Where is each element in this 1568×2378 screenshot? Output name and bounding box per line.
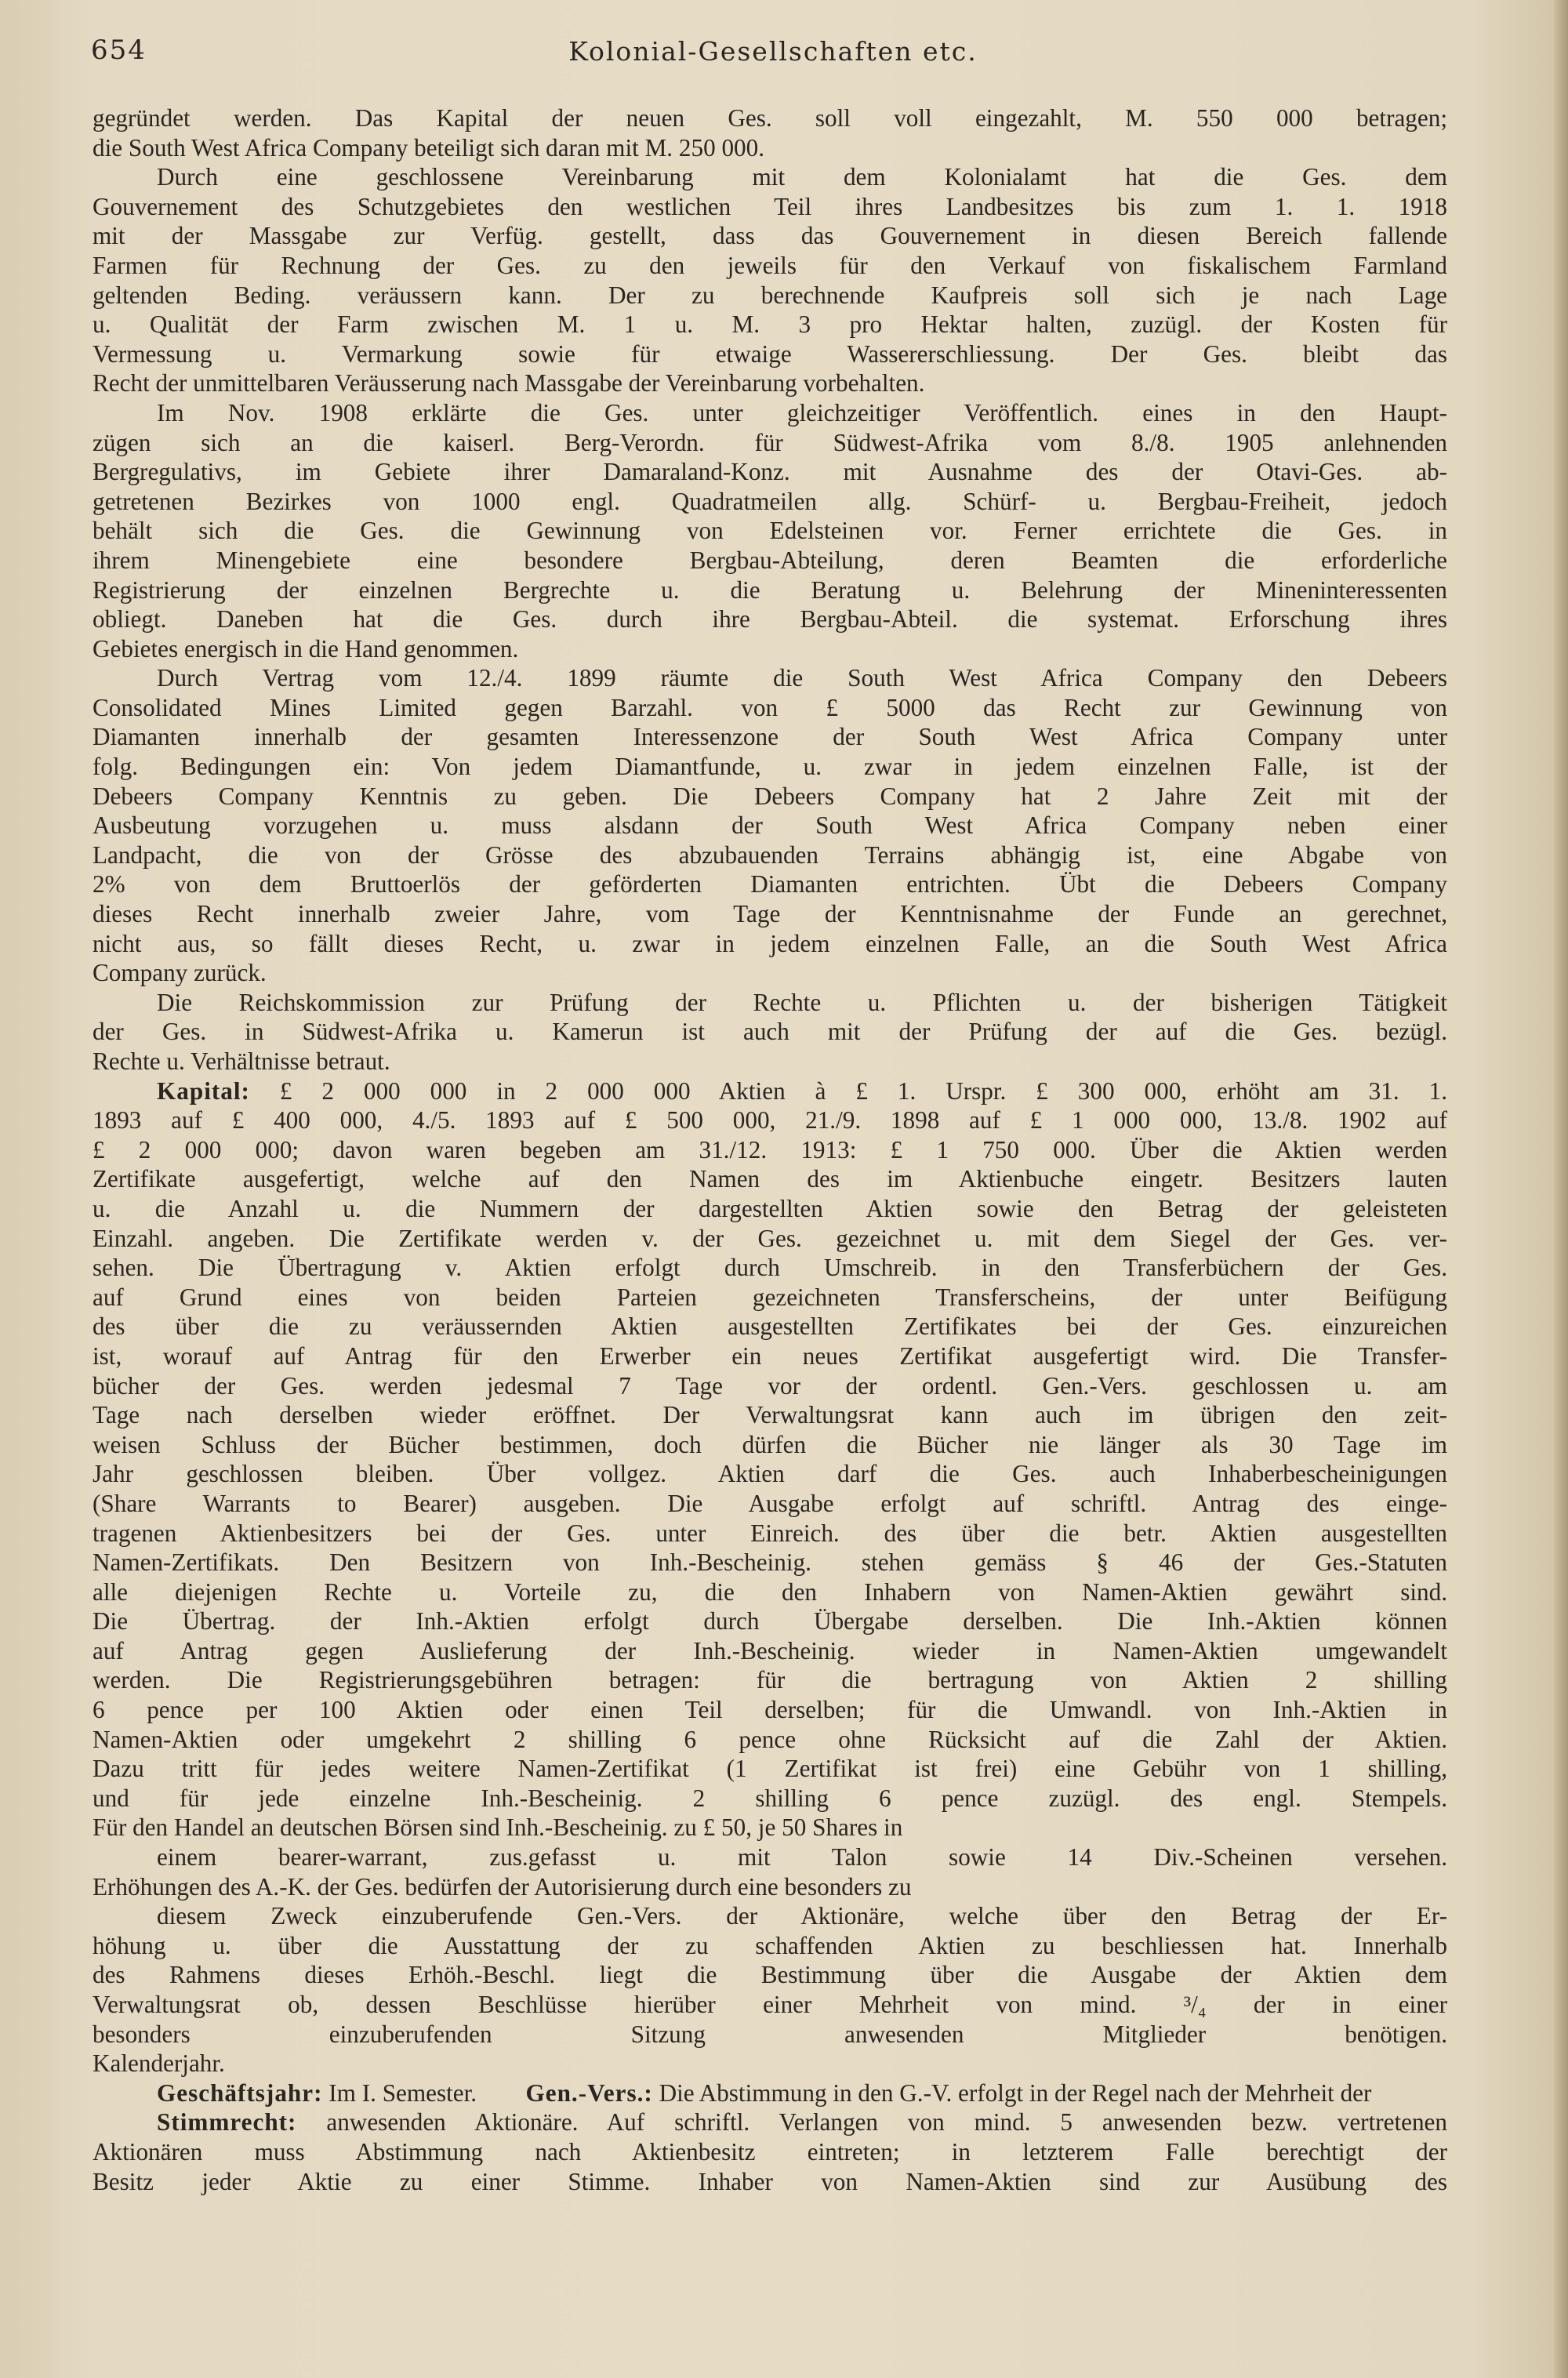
text-line: Registrierung der einzelnen Bergrechte u. die Beratung u. Belehrung der Mineninteressenten (93, 575, 1447, 604)
text-line: Aktionären muss Abstimmung nach Aktienbesitz eintreten; in letzterem Falle berechtigt der (93, 2137, 1447, 2166)
text-line: Diamanten innerhalb der gesamten Interessenzone der South West Africa Company unter (93, 723, 1447, 751)
text-line: Vermessung u. Vermarkung sowie für etwaige Wassererschliessung. Der Ges. bleibt das (93, 339, 1447, 368)
text-line: 1893 auf £ 400 000, 4./5. 1893 auf £ 500 000, 21./9. 1898 auf £ 1 000 000, 13./8. 1902 auf (93, 1106, 1447, 1135)
page-number: 654 (91, 34, 147, 66)
text-line: Einzahl. angeben. Die Zertifikate werden v. der Ges. gezeichnet u. mit dem Siegel der Ges. ver- (93, 1224, 1447, 1252)
text-line: 6 pence per 100 Aktien oder einen Teil derselben; für die Umwandl. von Inh.-Aktien in (93, 1696, 1447, 1724)
text-line: tragenen Aktienbesitzers bei der Ges. unter Einreich. des über die betr. Aktien ausgestellten (93, 1519, 1447, 1547)
text-line: einem bearer-warrant, zus.gefasst u. mit Talon sowie 14 Div.-Scheinen versehen. (157, 1843, 1447, 1872)
text-line: sehen. Die Übertragung v. Aktien erfolgt durch Umschreib. in den Transferbüchern der Ges. (93, 1254, 1447, 1282)
text-line: mit der Massgabe zur Verfüg. gestellt, dass das Gouvernement in diesen Bereich fallende (93, 222, 1447, 250)
text-line: Im Nov. 1908 erklärte die Ges. unter gleichzeitiger Veröffentlich. eines in den Haupt- (157, 398, 1447, 427)
text-line: Für den Handel an deutschen Börsen sind Inh.-Bescheinig. zu £ 50, je 50 Shares in (93, 1813, 903, 1842)
text-line: auf Grund eines von beiden Parteien gezeichneten Transferscheins, der unter Beifügung (93, 1283, 1447, 1311)
text-line: zügen sich an die kaiserl. Berg-Verordn. für Südwest-Afrika vom 8./8. 1905 anlehnenden (93, 428, 1447, 456)
text-line: besonders einzuberufenden Sitzung anwesenden Mitglieder benötigen. (93, 2020, 1447, 2048)
text-line: der Ges. in Südwest-Afrika u. Kamerun ist auch mit der Prüfung der auf die Ges. bezügl. (93, 1018, 1447, 1046)
text-line: Consolidated Mines Limited gegen Barzahl. von £ 5000 das Recht zur Gewinnung von (93, 693, 1447, 721)
text-line-rest: £ 2 000 000 in 2 000 000 Aktien à £ 1. Urspr. £ 300 000, erhöht am 31. 1. (279, 1076, 1447, 1105)
term-geschaeftsjahr: Geschäftsjahr: (157, 2078, 323, 2107)
text-line: Gebietes energisch in die Hand genommen. (93, 634, 519, 663)
text-line: des über die zu veräussernden Aktien ausgestellten Zertifikates bei der Ges. einzureichen (93, 1312, 1447, 1341)
text-line: Farmen für Rechnung der Ges. zu den jeweils für den Verkauf von fiskalischem Farmland (93, 251, 1447, 279)
text-line: diesem Zweck einzuberufende Gen.-Vers. der Aktionäre, welche über den Betrag der Er- (157, 1902, 1447, 1930)
text-line: Rechte u. Verhältnisse betraut. (93, 1047, 390, 1075)
text-value: Im I. Semester. (328, 2078, 477, 2107)
text-line: die South West Africa Company beteiligt sich daran mit M. 250 000. (93, 133, 765, 162)
text-line: u. die Anzahl u. die Nummern der dargestellten Aktien sowie den Betrag der geleisteten (93, 1194, 1447, 1222)
text-line-geschaeftsjahr (93, 2078, 1447, 2108)
text-line: Landpacht, die von der Grösse des abzubauenden Terrains abhängig ist, eine Abgabe von (93, 840, 1447, 869)
text-line: Tage nach derselben wieder eröffnet. Der Verwaltungsrat kann auch im übrigen den zeit- (93, 1401, 1447, 1429)
text-line: Kalenderjahr. (93, 2049, 225, 2078)
text-line: des Rahmens dieses Erhöh.-Beschl. liegt die Bestimmung über die Ausgabe der Aktien dem (93, 1961, 1447, 1989)
term-kapital: Kapital: (157, 1076, 250, 1105)
text-line: Gouvernement des Schutzgebietes den westlichen Teil ihres Landbesitzes bis zum 1. 1. 1918 (93, 192, 1447, 220)
text-line: Die Übertrag. der Inh.-Aktien erfolgt durch Übergabe derselben. Die Inh.-Aktien können (93, 1607, 1447, 1636)
text-line (93, 2196, 1447, 2226)
text-line: bücher der Ges. werden jedesmal 7 Tage vor der ordentl. Gen.-Vers. geschlossen u. am (93, 1371, 1447, 1400)
term-gen-vers: Gen.-Vers.: (525, 2078, 653, 2107)
text-line: Die Reichskommission zur Prüfung der Rechte u. Pflichten u. der bisherigen Tätigkeit (157, 988, 1447, 1016)
body-text (93, 103, 1447, 2226)
text-line: und für jede einzelne Inh.-Bescheinig. 2 shilling 6 pence zuzügl. des engl. Stempels. (93, 1784, 1447, 1812)
text-line: nicht aus, so fällt dieses Recht, u. zwar in jedem einzelnen Falle, an die South West Africa (93, 929, 1447, 957)
text-line-kapital (93, 1076, 1447, 1106)
text-line: Verwaltungsrat ob, dessen Beschlüsse hierüber einer Mehrheit von mind. ³/₄ der in einer (93, 1991, 1447, 2018)
text-line: Jahr geschlossen bleiben. Über vollgez. Aktien darf die Ges. auch Inhaberbescheinigungen (93, 1460, 1447, 1488)
text-line: höhung u. über die Ausstattung der zu schaffenden Aktien zu beschliessen hat. Innerhalb (93, 1931, 1447, 1959)
running-head: Kolonial-Gesellschaften etc. (568, 36, 978, 67)
text-line: Ausbeutung vorzugehen u. muss alsdann der South West Africa Company neben einer (93, 811, 1447, 840)
text-line: ihrem Minengebiete eine besondere Bergbau-Abteilung, deren Beamten die erforderliche (93, 546, 1447, 574)
text-line: Namen-Zertifikats. Den Besitzern von Inh.-Bescheinig. stehen gemäss § 46 der Ges.-Statuten (93, 1548, 1447, 1577)
text-line: getretenen Bezirkes von 1000 engl. Quadratmeilen allg. Schürf- u. Bergbau-Freiheit, jedoch (93, 487, 1447, 515)
text-line: Zertifikate ausgefertigt, welche auf den Namen des im Aktienbuche eingetr. Besitzers lauten (93, 1165, 1447, 1193)
text-line-stimmrecht (93, 2108, 1447, 2137)
text-line: (Share Warrants to Bearer) ausgeben. Die Ausgabe erfolgt auf schriftl. Antrag des einge- (93, 1489, 1447, 1517)
text-line: auf Antrag gegen Auslieferung der Inh.-Bescheinig. wieder in Namen-Aktien umgewandelt (93, 1636, 1447, 1665)
text-line: u. Qualität der Farm zwischen M. 1 u. M. 3 pro Hektar halten, zuzügl. der Kosten für (93, 310, 1447, 339)
text-line: geltenden Beding. veräussern kann. Der zu berechnende Kaufpreis soll sich je nach Lage (93, 281, 1447, 309)
text-line: 2% von dem Bruttoerlös der geförderten Diamanten entrichten. Übt die Debeers Company (93, 870, 1447, 899)
text-line: ist, worauf auf Antrag für den Erwerber ein neues Zertifikat ausgefertigt wird. Die Transfer- (93, 1341, 1447, 1370)
text-line: £ 2 000 000; davon waren begeben am 31./12. 1913: £ 1 750 000. Über die Aktien werden (93, 1135, 1447, 1164)
text-line: behält sich die Ges. die Gewinnung von Edelsteinen vor. Ferner errichtete die Ges. in (93, 517, 1447, 545)
text-line: Recht der unmittelbaren Veräusserung nach Massgabe der Vereinbarung vorbehalten. (93, 369, 925, 398)
text-line: Bergregulativs, im Gebiete ihrer Damaraland-Konz. mit Ausnahme des der Otavi-Ges. ab- (93, 458, 1447, 486)
text-line: gegründet werden. Das Kapital der neuen Ges. soll voll eingezahlt, M. 550 000 betragen; (93, 104, 1447, 132)
text-line: dieses Recht innerhalb zweier Jahre, vom Tage der Kenntnisnahme der Funde an gerechnet, (93, 900, 1447, 928)
text-line: Besitz jeder Aktie zu einer Stimme. Inhaber von Namen-Aktien sind zur Ausübung des (93, 2167, 1447, 2195)
text-line: Durch eine geschlossene Vereinbarung mit dem Kolonialamt hat die Ges. dem (157, 163, 1447, 191)
text-line: Namen-Aktien oder umgekehrt 2 shilling 6 pence ohne Rücksicht auf die Zahl der Aktien. (93, 1725, 1447, 1753)
page-edge (1554, 0, 1568, 2378)
text-line: Company zurück. (93, 959, 267, 987)
term-stimmrecht: Stimmrecht: (157, 2108, 297, 2137)
page-header (91, 34, 1455, 82)
text-line: werden. Die Registrierungsgebühren betragen: für die bertragung von Aktien 2 shilling (93, 1666, 1447, 1694)
text-line: folg. Bedingungen ein: Von jedem Diamantfunde, u. zwar in jedem einzelnen Falle, ist der (93, 753, 1447, 781)
text-line: Dazu tritt für jedes weitere Namen-Zertifikat (1 Zertifikat ist frei) eine Gebühr von 1 shilling, (93, 1755, 1447, 1783)
text-line-rest: anwesenden Aktionäre. Auf schriftl. Verlangen von mind. 5 anwesenden bezw. vertretenen (326, 2108, 1447, 2137)
text-value: Die Abstimmung in den G.-V. erfolgt in der Regel nach der Mehrheit der (659, 2078, 1372, 2107)
text-line: alle diejenigen Rechte u. Vorteile zu, die den Inhabern von Namen-Aktien gewährt sind. (93, 1577, 1447, 1606)
text-line: Erhöhungen des A.-K. der Ges. bedürfen der Autorisierung durch eine besonders zu (93, 1872, 912, 1901)
text-line: obliegt. Daneben hat die Ges. durch ihre Bergbau-Abteil. die systemat. Erforschung ihres (93, 605, 1447, 634)
text-line: weisen Schluss der Bücher bestimmen, doch dürfen die Bücher nie länger als 30 Tage im (93, 1430, 1447, 1458)
text-line: Durch Vertrag vom 12./4. 1899 räumte die South West Africa Company den Debeers (157, 664, 1447, 692)
text-line: Debeers Company Kenntnis zu geben. Die Debeers Company hat 2 Jahre Zeit mit der (93, 782, 1447, 810)
